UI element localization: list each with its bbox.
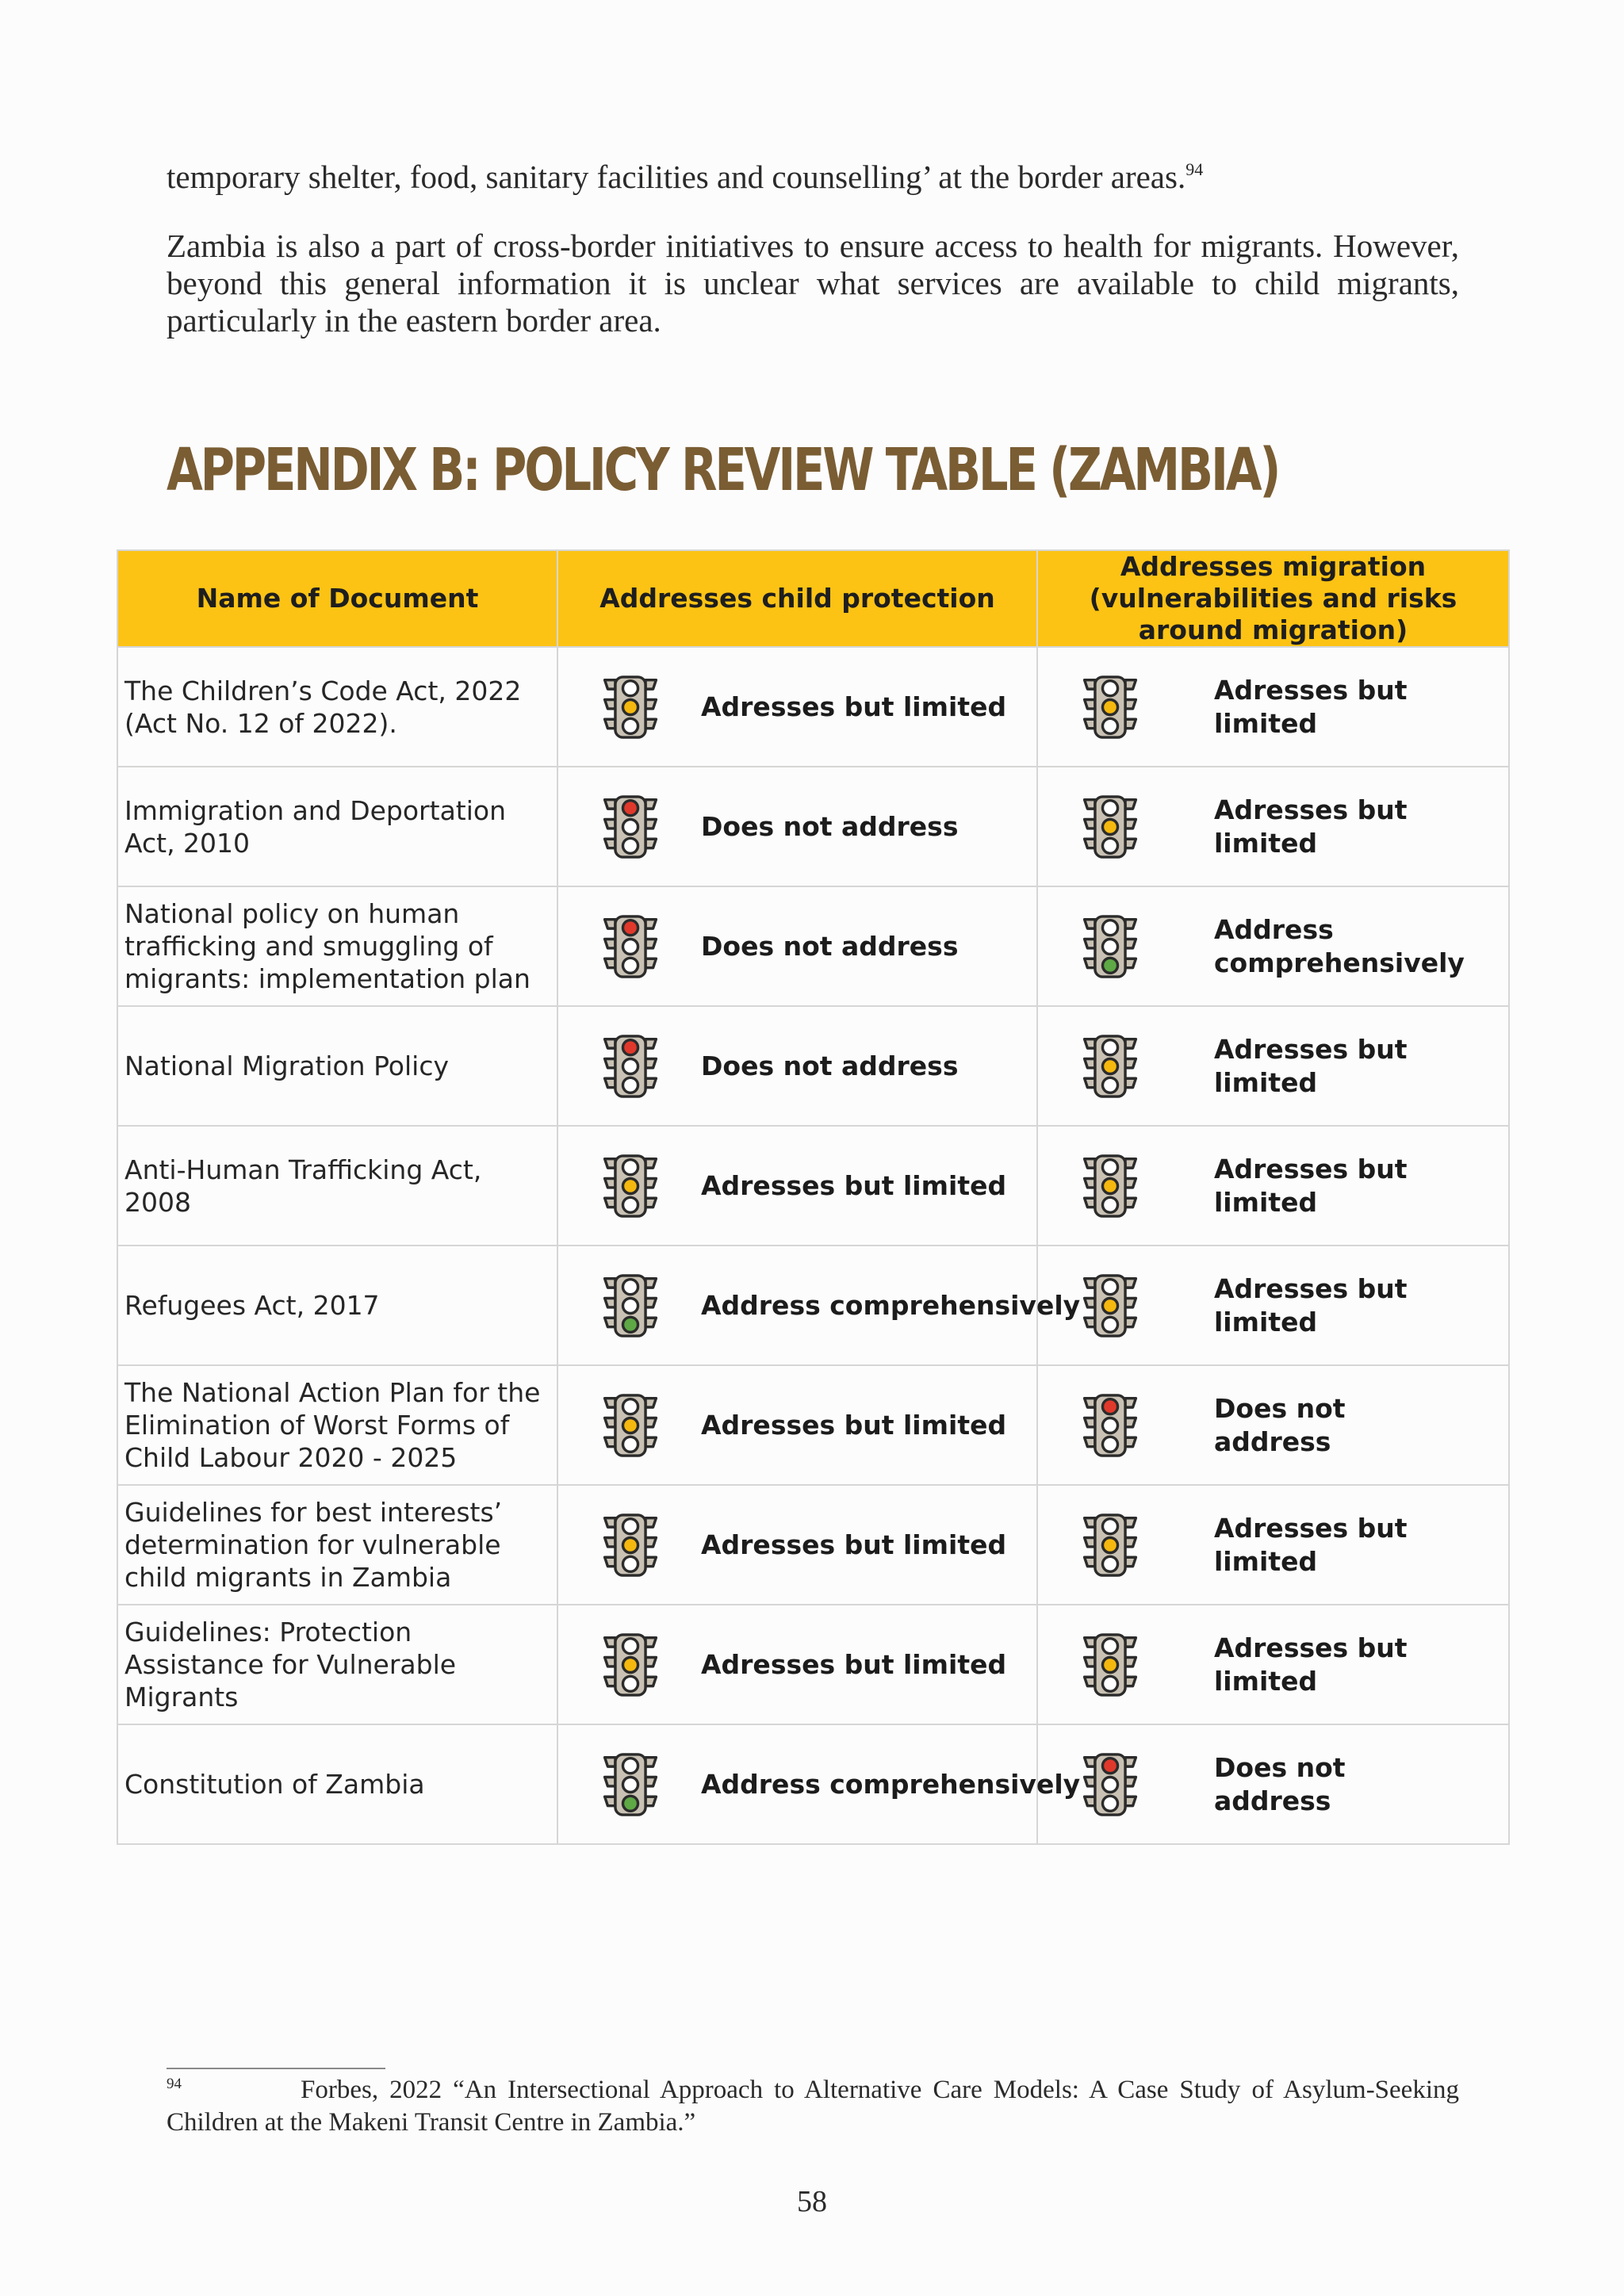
appendix-heading: APPENDIX B: POLICY REVIEW TABLE (ZAMBIA) <box>167 436 1279 504</box>
child-protection-cell <box>557 1605 1037 1724</box>
document-name: Immigration and Deportation Act, 2010 <box>124 794 506 859</box>
footnote-text: Forbes, 2022 “An Intersectional Approach to Alternative Care Models: A Case Study of Asylum-Seeking Children at the Makeni Transit Centre in Zambia.” <box>167 2076 1459 2137</box>
document-name-cell <box>117 1605 557 1724</box>
child-protection-rating: Does not address <box>701 810 959 842</box>
child-protection-rating: Adresses but limited <box>701 1529 1007 1560</box>
table-row <box>117 1605 1509 1724</box>
intro-paragraph-1-text: temporary shelter, food, sanitary facilities and counselling’ at the border areas. <box>167 159 1186 195</box>
traffic-light-icon <box>558 1154 661 1218</box>
footnote-divider <box>167 2068 385 2069</box>
migration-rating: Adresses but limited <box>1214 1632 1408 1697</box>
document-name-cell <box>117 647 557 767</box>
traffic-light-icon <box>1038 1753 1141 1816</box>
document-name: The National Action Plan for the Elimination of Worst Forms of Child Labour 2020 - 2025 <box>124 1377 541 1473</box>
table-row <box>117 886 1509 1006</box>
migration-rating: Adresses but limited <box>1214 794 1408 859</box>
traffic-light-icon <box>1038 675 1141 739</box>
header-migration: Addresses migration (vulnerabilities and risks around migration) <box>1037 550 1509 647</box>
footnote <box>167 2074 1459 2139</box>
migration-rating: Adresses but limited <box>1214 1512 1408 1577</box>
migration-cell <box>1037 647 1509 767</box>
footnote-ref-94[interactable]: 94 <box>1185 159 1204 179</box>
child-protection-rating: Does not address <box>701 930 959 962</box>
traffic-light-icon <box>558 915 661 978</box>
traffic-light-icon <box>1038 795 1141 859</box>
child-protection-cell <box>557 1485 1037 1605</box>
header-document-name: Name of Document <box>117 550 557 647</box>
traffic-light-icon <box>558 795 661 859</box>
traffic-light-icon <box>558 1035 661 1098</box>
migration-cell <box>1037 1605 1509 1724</box>
child-protection-rating: Adresses but limited <box>701 1169 1007 1201</box>
document-name-cell <box>117 1365 557 1485</box>
policy-review-table <box>117 549 1510 1845</box>
migration-cell <box>1037 1724 1509 1844</box>
traffic-light-icon <box>558 675 661 739</box>
document-name-cell <box>117 1246 557 1365</box>
child-protection-rating: Adresses but limited <box>701 691 1007 722</box>
document-name-cell <box>117 886 557 1006</box>
traffic-light-icon <box>558 1513 661 1577</box>
traffic-light-icon <box>1038 1274 1141 1337</box>
header-child-protection: Addresses child protection <box>557 550 1037 647</box>
document-name-cell <box>117 1485 557 1605</box>
document-name: National policy on human trafficking and smuggling of migrants: implementation plan <box>124 898 530 994</box>
migration-cell <box>1037 1126 1509 1246</box>
document-name-cell <box>117 1126 557 1246</box>
migration-cell <box>1037 1246 1509 1365</box>
migration-rating: Adresses but limited <box>1214 674 1408 739</box>
traffic-light-icon <box>558 1753 661 1816</box>
document-name-cell <box>117 1724 557 1844</box>
migration-rating: Adresses but limited <box>1214 1272 1408 1337</box>
document-name: Constitution of Zambia <box>124 1769 425 1800</box>
child-protection-cell <box>557 1246 1081 1365</box>
document-name-cell <box>117 1006 557 1126</box>
policy-table-body <box>117 647 1509 1844</box>
intro-paragraph-1 <box>167 159 1459 196</box>
traffic-light-icon <box>558 1633 661 1697</box>
traffic-light-icon <box>1038 1154 1141 1218</box>
migration-cell <box>1037 1365 1509 1485</box>
table-row <box>117 767 1509 886</box>
migration-rating: Address comprehensively <box>1214 913 1465 978</box>
migration-cell <box>1037 1006 1509 1126</box>
document-name: National Migration Policy <box>124 1050 450 1081</box>
traffic-light-icon <box>1038 915 1141 978</box>
migration-cell <box>1037 1485 1509 1605</box>
document-name: Refugees Act, 2017 <box>124 1290 380 1321</box>
table-row <box>117 1485 1509 1605</box>
child-protection-rating: Address comprehensively <box>701 1768 1081 1800</box>
table-row <box>117 1126 1509 1246</box>
migration-cell <box>1037 886 1509 1006</box>
table-row <box>117 647 1509 767</box>
child-protection-rating: Adresses but limited <box>701 1409 1007 1441</box>
child-protection-cell <box>557 886 1037 1006</box>
child-protection-cell <box>557 1126 1037 1246</box>
traffic-light-icon <box>1038 1394 1141 1457</box>
document-name: Guidelines for best interests’ determination for vulnerable child migrants in Zambia <box>124 1497 503 1593</box>
child-protection-rating: Address comprehensively <box>701 1289 1081 1321</box>
document-name: Guidelines: Protection Assistance for Vulnerable Migrants <box>124 1617 457 1712</box>
child-protection-cell <box>557 1006 1037 1126</box>
traffic-light-icon <box>1038 1513 1141 1577</box>
migration-rating: Adresses but limited <box>1214 1153 1408 1218</box>
table-row <box>117 1006 1509 1126</box>
table-row <box>117 1365 1509 1485</box>
child-protection-cell <box>557 647 1037 767</box>
migration-rating: Does not address <box>1214 1392 1346 1457</box>
migration-cell <box>1037 767 1509 886</box>
migration-rating: Does not address <box>1214 1751 1346 1816</box>
child-protection-rating: Adresses but limited <box>701 1648 1007 1680</box>
traffic-light-icon <box>1038 1633 1141 1697</box>
table-row <box>117 1724 1509 1844</box>
traffic-light-icon <box>1038 1035 1141 1098</box>
page-number: 58 <box>797 2185 827 2218</box>
traffic-light-icon <box>558 1274 661 1337</box>
child-protection-cell <box>557 1724 1081 1844</box>
document-name: The Children’s Code Act, 2022 (Act No. 12 of 2022). <box>124 675 522 739</box>
child-protection-rating: Does not address <box>701 1050 959 1081</box>
document-name: Anti-Human Trafficking Act, 2008 <box>124 1154 482 1218</box>
migration-rating: Adresses but limited <box>1214 1033 1408 1098</box>
intro-paragraph-2: Zambia is also a part of cross-border initiatives to ensure access to health for migrants. However, beyond this general information it is unclear what services are available to child migrants, particularly in the eastern border area. <box>167 228 1459 339</box>
child-protection-cell <box>557 767 1037 886</box>
child-protection-cell <box>557 1365 1037 1485</box>
document-name-cell <box>117 767 557 886</box>
table-header-row <box>117 550 1509 647</box>
table-row <box>117 1246 1509 1365</box>
traffic-light-icon <box>558 1394 661 1457</box>
footnote-number: 94 <box>167 2076 182 2092</box>
